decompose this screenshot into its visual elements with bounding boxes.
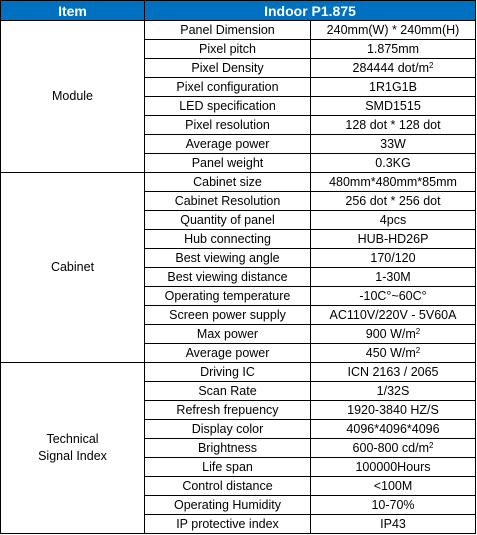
param-name: Refresh frepuency xyxy=(145,401,311,420)
param-name: Cabinet Resolution xyxy=(145,192,311,211)
header-model: Indoor P1.875 xyxy=(145,1,476,21)
param-value-text: 284444 dot/m xyxy=(352,61,429,75)
param-value xyxy=(311,306,476,325)
unit-exponent: 2 xyxy=(429,61,434,70)
param-value-text: 170/120 xyxy=(370,251,416,265)
param-value xyxy=(311,477,476,496)
table-row xyxy=(1,173,476,192)
param-name: Average power xyxy=(145,135,311,154)
param-name: Life span xyxy=(145,458,311,477)
unit-exponent: 2 xyxy=(415,327,421,336)
param-name: Display color xyxy=(145,420,311,439)
param-value-text: 100000Hours xyxy=(355,460,431,474)
param-value-text: 4096*4096*4096 xyxy=(346,422,440,436)
param-value-text: SMD1515 xyxy=(365,99,421,113)
param-value xyxy=(311,382,476,401)
param-name: Best viewing distance xyxy=(145,268,311,287)
group-label: Module xyxy=(1,21,145,173)
param-value xyxy=(311,116,476,135)
param-value xyxy=(311,21,476,40)
param-name: Average power xyxy=(145,344,311,363)
param-name: LED specification xyxy=(145,97,311,116)
group-label: Cabinet xyxy=(1,173,145,363)
param-name: Panel weight xyxy=(145,154,311,173)
header-item: Item xyxy=(1,1,145,21)
param-name: Max power xyxy=(145,325,311,344)
param-name: Panel Dimension xyxy=(145,21,311,40)
param-value-text: 240mm(W) * 240mm(H) xyxy=(326,23,460,37)
param-value xyxy=(311,325,476,344)
param-value xyxy=(311,515,476,534)
param-name: Scan Rate xyxy=(145,382,311,401)
param-value xyxy=(311,287,476,306)
param-name: IP protective index xyxy=(145,515,311,534)
param-name: Cabinet size xyxy=(145,173,311,192)
param-value-text: 0.3KG xyxy=(375,156,411,170)
param-name: Control distance xyxy=(145,477,311,496)
param-name: Pixel configuration xyxy=(145,78,311,97)
param-name: Operating Humidity xyxy=(145,496,311,515)
param-value xyxy=(311,59,476,78)
param-name: Operating temperature xyxy=(145,287,311,306)
param-value-text: 10-70% xyxy=(371,498,415,512)
param-value xyxy=(311,496,476,515)
param-value xyxy=(311,268,476,287)
param-name: Hub connecting xyxy=(145,230,311,249)
param-value xyxy=(311,154,476,173)
param-value xyxy=(311,40,476,59)
param-value xyxy=(311,344,476,363)
param-value xyxy=(311,211,476,230)
param-value-text: 480mm*480mm*85mm xyxy=(329,175,457,189)
unit-exponent: 2 xyxy=(428,441,434,450)
param-value-text: 1/32S xyxy=(376,384,410,398)
param-name: Driving IC xyxy=(145,363,311,382)
param-value-text: 256 dot * 256 dot xyxy=(345,194,441,208)
param-value-text: 900 W/m xyxy=(365,327,416,341)
param-name: Best viewing angle xyxy=(145,249,311,268)
param-value-text: 600-800 cd/m xyxy=(352,441,429,455)
param-value-text: 128 dot * 128 dot xyxy=(345,118,441,132)
group-label: Technical Signal Index xyxy=(1,363,145,534)
param-value xyxy=(311,439,476,458)
param-value xyxy=(311,78,476,97)
param-name: Screen power supply xyxy=(145,306,311,325)
param-value-text: 1R1G1B xyxy=(369,80,417,94)
param-value xyxy=(311,401,476,420)
table-row xyxy=(1,21,476,40)
param-value-text: <100M xyxy=(373,479,413,493)
param-value xyxy=(311,420,476,439)
param-value-text: IP43 xyxy=(380,517,406,531)
header-row xyxy=(1,1,476,21)
param-value-text: AC110V/220V - 5V60A xyxy=(329,308,457,322)
param-value-text: 1.875mm xyxy=(366,42,420,56)
param-value-text: ICN 2163 / 2065 xyxy=(347,365,439,379)
param-name: Brightness xyxy=(145,439,311,458)
param-name: Quantity of panel xyxy=(145,211,311,230)
param-value-text: HUB-HD26P xyxy=(357,232,429,246)
param-value xyxy=(311,249,476,268)
param-value xyxy=(311,458,476,477)
param-value-text: 4pcs xyxy=(379,213,407,227)
param-value-text: 1920-3840 HZ/S xyxy=(347,403,439,417)
param-name: Pixel Density xyxy=(145,59,311,78)
param-value-text: 1-30M xyxy=(375,270,411,284)
param-name: Pixel resolution xyxy=(145,116,311,135)
param-value xyxy=(311,230,476,249)
param-value xyxy=(311,192,476,211)
unit-exponent: 2 xyxy=(415,346,421,355)
param-value xyxy=(311,135,476,154)
param-value-text: 33W xyxy=(380,137,406,151)
param-value-text: -10C°~60C° xyxy=(359,289,427,303)
param-value-text: 450 W/m xyxy=(365,346,416,360)
param-value xyxy=(311,363,476,382)
param-value xyxy=(311,173,476,192)
spec-body xyxy=(1,21,476,534)
param-name: Pixel pitch xyxy=(145,40,311,59)
param-value xyxy=(311,97,476,116)
table-row xyxy=(1,363,476,382)
